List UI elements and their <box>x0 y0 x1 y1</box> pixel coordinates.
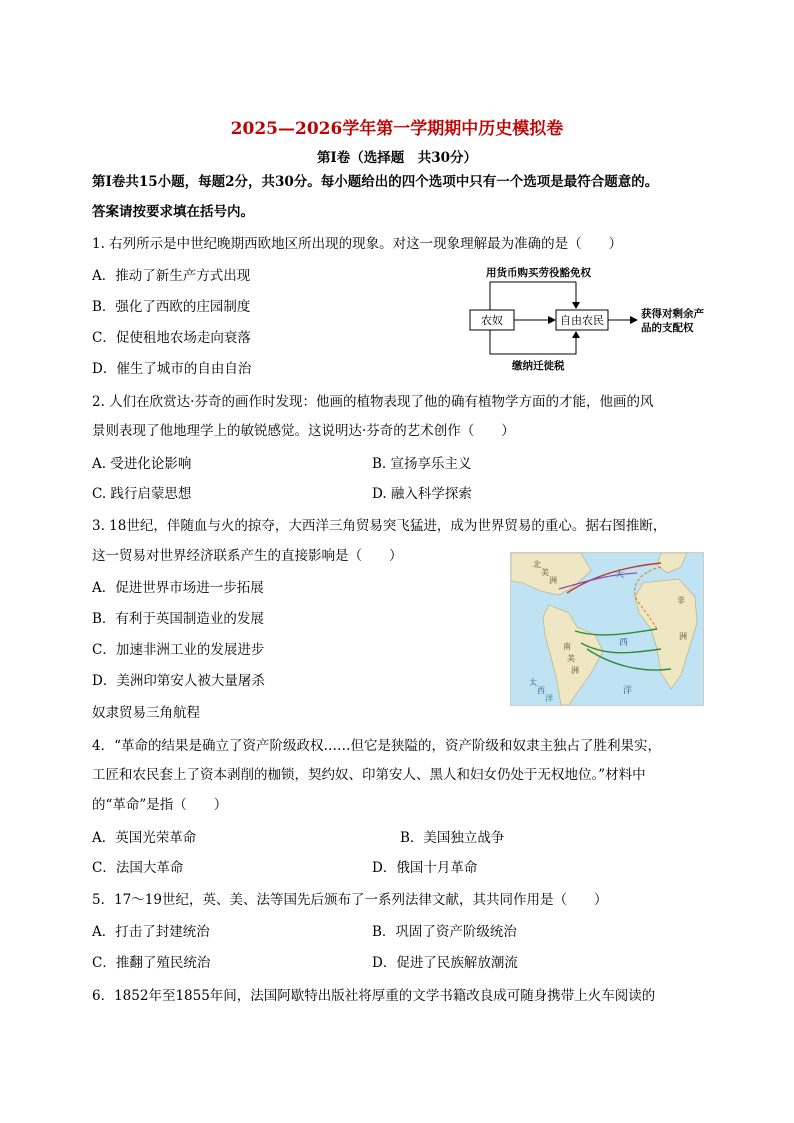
map-label-14: 洋 <box>545 694 553 703</box>
q2-option-a: A. 受进化论影响 <box>92 456 192 472</box>
q4-option-a: A．英国光荣革命 <box>92 830 197 846</box>
q3-caption: 奴隶贸易三角航程 <box>92 705 200 721</box>
free-peasant-label: 自由农民 <box>560 314 604 327</box>
q4-option-d: D．俄国十月革命 <box>372 860 478 876</box>
map-label-5: 美 <box>541 568 549 577</box>
q2-option-d: D. 融入科学探索 <box>372 486 472 502</box>
serf-label: 农奴 <box>481 314 503 327</box>
map-label-1: 大 <box>615 570 625 580</box>
q1-option-d: D．催生了城市的自由自治 <box>92 361 252 377</box>
q6-stem: 6．1852年至1855年间，法国阿歇特出版社将厚重的文学书籍改良成可随身携带上火车阅读的 <box>92 988 656 1004</box>
q4-stem-3: 的“革命”是指（ ） <box>92 797 228 813</box>
map-label-7: 非 <box>677 596 685 605</box>
q2-stem-1: 2. 人们在欣赏达·芬奇的画作时发现：他画的植物表现了他的确有植物学方面的才能，他画的风 <box>92 394 654 410</box>
q3-option-b: B．有利于英国制造业的发展 <box>92 611 264 627</box>
q2-stem-2: 景则表现了他地理学上的敏锐感觉。这说明达·芬奇的艺术创作（ ） <box>92 423 515 439</box>
q4-stem-1: 4．“革命的结果是确立了资产阶级政权……但它是狭隘的，资产阶级和奴隶主独占了胜利果实， <box>92 738 661 754</box>
map-label-8: 洲 <box>679 632 687 641</box>
diagram-bottom-label: 缴纳迁徙税 <box>512 360 565 372</box>
serf-diagram <box>466 262 706 374</box>
q1-option-c: C．促使租地农场走向衰落 <box>92 330 251 346</box>
q5-option-d: D．促进了民族解放潮流 <box>372 955 518 971</box>
map-label-11: 洲 <box>571 666 579 675</box>
triangle-trade-map <box>510 552 704 706</box>
q5-option-b: B．巩固了资产阶级统治 <box>372 924 517 940</box>
map-label-9: 南 <box>563 642 571 651</box>
q1-stem: 1. 右列所示是中世纪晚期西欧地区所出现的现象。对这一现象理解最为准确的是（ ） <box>92 236 623 252</box>
instructions-line-1: 第Ⅰ卷共15小题，每题2分，共30分。每小题给出的四个选项中只有一个选项是最符合题意的。 <box>92 174 659 190</box>
q4-option-c: C．法国大革命 <box>92 860 184 876</box>
q3-option-c: C．加速非洲工业的发展进步 <box>92 642 265 658</box>
q5-stem: 5．17～19世纪，英、美、法等国先后颁布了一系列法律文献，其共同作用是（ ） <box>92 892 608 908</box>
page-title: 2025—2026学年第一学期期中历史模拟卷 <box>230 119 564 139</box>
diagram-right-text-1: 获得对剩余产 <box>641 308 704 320</box>
map-label-6: 洲 <box>549 576 557 585</box>
instructions-line-2: 答案请按要求填在括号内。 <box>92 204 254 220</box>
q4-stem-2: 工匠和农民套上了资本剥削的枷锁，契约奴、印第安人、黑人和妇女仍处于无权地位。”材料中 <box>92 767 646 783</box>
q3-stem-1: 3. 18世纪，伴随血与火的掠夺，大西洋三角贸易突飞猛进，成为世界贸易的重心。据右图推断， <box>92 518 667 534</box>
q5-option-c: C．推翻了殖民统治 <box>92 955 211 971</box>
section-heading: 第Ⅰ卷（选择题 共30分） <box>316 150 478 166</box>
q2-option-b: B. 宣扬享乐主义 <box>372 456 472 472</box>
diagram-right-text-2: 品的支配权 <box>641 322 694 334</box>
diagram-top-label: 用货币购买劳役豁免权 <box>486 267 591 279</box>
map-label-12: 太 <box>529 678 537 687</box>
map-label-10: 美 <box>567 654 575 663</box>
map-label-4: 北 <box>533 560 541 569</box>
q1-option-b: B．强化了西欧的庄园制度 <box>92 299 251 315</box>
q2-option-c: C. 践行启蒙思想 <box>92 486 192 502</box>
map-label-2: 西 <box>619 638 629 648</box>
q3-option-d: D．美洲印第安人被大量屠杀 <box>92 673 265 689</box>
q3-option-a: A．促进世界市场进一步拓展 <box>92 580 264 596</box>
q3-stem-2: 这一贸易对世界经济联系产生的直接影响是（ ） <box>92 548 403 564</box>
q4-option-b: B．美国独立战争 <box>400 830 505 846</box>
map-label-13: 西 <box>537 686 545 695</box>
q1-option-a: A．推动了新生产方式出现 <box>92 268 251 284</box>
q5-option-a: A．打击了封建统治 <box>92 924 210 940</box>
map-label-3: 洋 <box>623 686 633 696</box>
